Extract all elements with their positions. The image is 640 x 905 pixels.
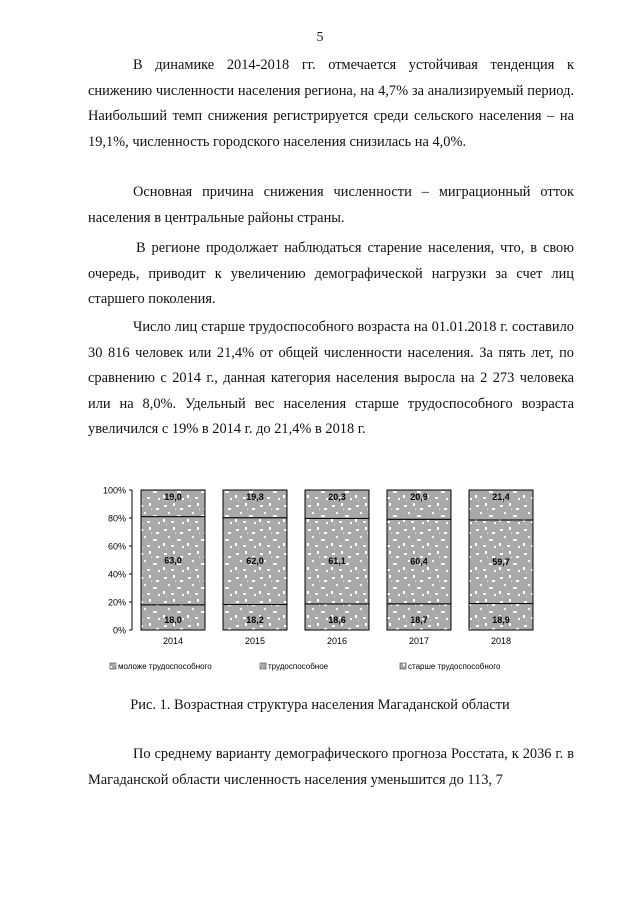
data-label: 18,6 bbox=[328, 615, 346, 625]
y-axis bbox=[103, 486, 132, 636]
legend-label: трудоспособное bbox=[268, 662, 329, 671]
data-label: 61,1 bbox=[328, 556, 346, 567]
y-tick-label: 60% bbox=[107, 541, 126, 552]
age-structure-chart bbox=[90, 478, 550, 693]
data-label: 19,8 bbox=[246, 492, 264, 502]
x-tick-label: 2017 bbox=[408, 636, 430, 646]
data-label: 63,0 bbox=[164, 555, 182, 566]
paragraph-dynamics: В динамике 2014-2018 гг. отмечается устойчивая тенденция к снижению численности населения региона, на 4,7% за анализируемый период. Наибольший темп снижения регистрируется среди сельского населения – на 19,1%, численность городского населения снизилась на 4,0%. bbox=[88, 57, 574, 150]
data-label: 18,0 bbox=[164, 615, 182, 625]
data-label: 21,4 bbox=[492, 492, 510, 502]
data-label: 18,9 bbox=[492, 615, 510, 625]
bars bbox=[141, 490, 533, 646]
data-label: 60,4 bbox=[410, 556, 428, 567]
legend-swatch bbox=[260, 663, 266, 669]
x-tick-label: 2014 bbox=[162, 636, 184, 646]
y-tick-label: 0% bbox=[112, 625, 126, 636]
legend-label: старше трудоспособного bbox=[408, 662, 501, 671]
legend-swatch bbox=[110, 663, 116, 669]
data-label: 20,3 bbox=[328, 492, 346, 502]
y-tick-label: 80% bbox=[107, 513, 126, 524]
x-tick-label: 2018 bbox=[490, 636, 512, 646]
legend-swatch bbox=[400, 663, 406, 669]
data-label: 18,2 bbox=[246, 615, 264, 625]
page-number: 5 bbox=[316, 30, 324, 45]
paragraph-elderly-count: Число лиц старше трудоспособного возраста на 01.01.2018 г. составило 30 816 человек или 21,4% от общей численности населения. За пять лет, по сравнению с 2014 г., данная категория населения выросла на 2 273 человека или на 8,0%. Удельный вес населения старше трудоспособного возраста увеличился с 19% в 2014 г. до 21,4% в 2018 г. bbox=[88, 319, 574, 437]
paragraph-aging: В регионе продолжает наблюдаться старение населения, что, в свою очередь, приводит к увеличению демографической нагрузки за счет лиц старшего поколения. bbox=[88, 240, 574, 307]
y-tick-label: 100% bbox=[102, 485, 126, 496]
paragraph-forecast: По среднему варианту демографического прогноза Росстата, к 2036 г. в Магаданской области численность населения уменьшится до 113, 7 bbox=[88, 746, 574, 788]
legend bbox=[110, 662, 501, 671]
data-label: 18,7 bbox=[410, 615, 428, 625]
x-tick-label: 2015 bbox=[244, 636, 266, 646]
y-tick-label: 20% bbox=[107, 597, 126, 608]
data-label: 62,0 bbox=[246, 556, 264, 567]
y-tick-label: 40% bbox=[107, 569, 126, 580]
figure-caption: Рис. 1. Возрастная структура населения Магаданской области bbox=[130, 697, 510, 713]
data-label: 19,0 bbox=[164, 492, 182, 502]
data-label: 20,9 bbox=[410, 492, 428, 502]
legend-label: моложе трудоспособного bbox=[118, 662, 212, 671]
paragraph-migration: Основная причина снижения численности – миграционный отток населения в центральные районы страны. bbox=[88, 184, 574, 226]
x-tick-label: 2016 bbox=[326, 636, 348, 646]
data-label: 59,7 bbox=[492, 556, 510, 567]
